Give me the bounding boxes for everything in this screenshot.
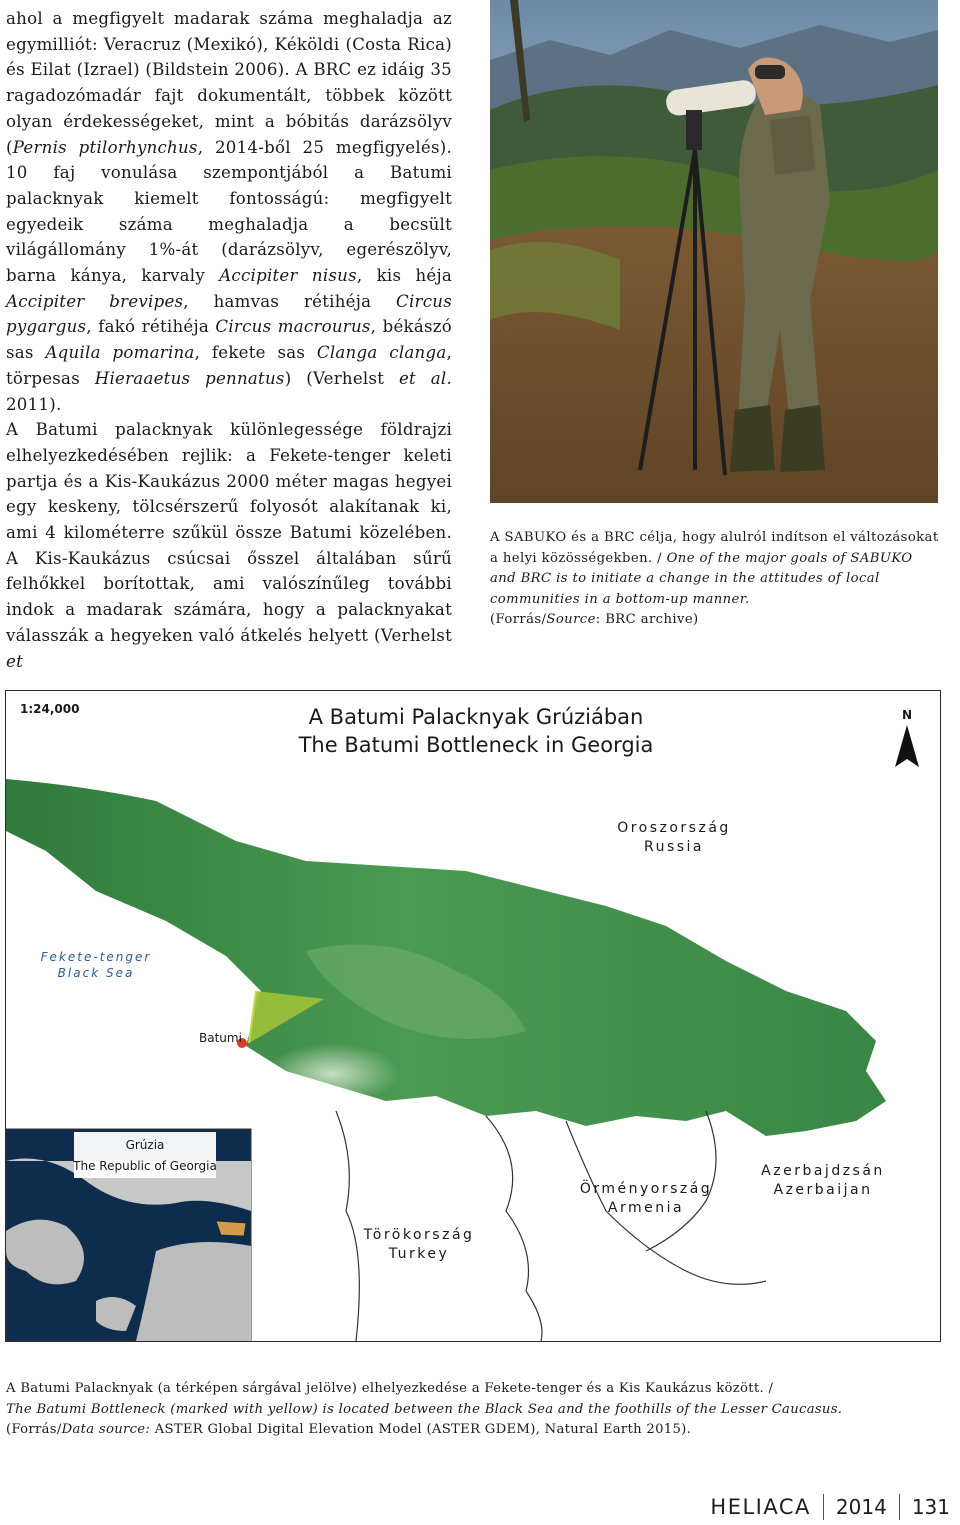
- text-run: , hamvas rétihéja: [183, 291, 397, 311]
- journal-name: HELIACA: [710, 1495, 811, 1519]
- footer-divider: [899, 1494, 900, 1520]
- azerbaijan-label-hungarian: Azerbajdzsán: [761, 1163, 885, 1179]
- map-caption-source-rest: ASTER Global Digital Elevation Model (ASTER GDEM), Natural Earth 2015).: [150, 1422, 692, 1437]
- text-run: ) (Verhelst: [284, 368, 399, 388]
- species-name: Clanga clanga: [316, 343, 447, 363]
- species-name: Circus pygargus: [6, 291, 452, 337]
- text-run: , 2014-ből 25 megfigyelés). 10 faj vonulása szempontjából a Batumi palacknyak kiemelt fontosságú: megfigyelt egyedeik száma meghaladja a becsült világállomány 1%-át (darázsölyv, egerészölyv, barna kánya, karvaly: [6, 137, 452, 286]
- paragraph-2: [6, 417, 452, 674]
- text-run: , törpesas: [6, 343, 452, 388]
- caption-english: One of the major goals of SABUKO and BRC is to initiate a change in the attitudes of local communities in a bottom-up manner.: [490, 550, 913, 607]
- north-label: N: [901, 708, 913, 722]
- citation-italic: et: [6, 651, 23, 671]
- footer-divider: [823, 1494, 824, 1520]
- caption-hungarian: A SABUKO és a BRC célja, hogy alulról indítson el változásokat a helyi közösségekben. /: [490, 530, 939, 566]
- text-run: , fakó rétihéja: [86, 317, 216, 337]
- species-name: Accipiter nisus: [219, 266, 357, 286]
- text-run: A BRC ez idáig 35 ragadozómadár fajt dokumentált, többek között olyan érdekességeket, mint a bóbitás darázsölyv (: [6, 60, 452, 157]
- map-caption-source-italic: Data source:: [61, 1422, 151, 1437]
- map-caption-hungarian: A Batumi Palacknyak (a térképen sárgával jelölve) elhelyezkedése a Fekete-tenger és a Kis Kaukázus között. /: [6, 1381, 774, 1396]
- turkey-label-english: Turkey: [388, 1246, 450, 1262]
- map-caption-source-prefix: (Forrás/: [6, 1422, 62, 1437]
- batumi-label: Batumi: [199, 1031, 242, 1045]
- photo-caption: [490, 528, 940, 631]
- page-footer: [710, 1494, 950, 1520]
- species-name: Hieraaetus pennatus: [94, 368, 285, 388]
- species-name: Circus macrourus: [215, 317, 371, 337]
- inset-map: [6, 1129, 251, 1341]
- armenia-label-hungarian: Örményország: [579, 1181, 713, 1197]
- inset-label-hungarian: Grúzia: [125, 1138, 165, 1152]
- sea-label-hungarian: Fekete-tenger: [40, 950, 152, 964]
- text-run: , békászó sas: [6, 317, 452, 363]
- caption-source-prefix: (Forrás/: [490, 612, 547, 627]
- map-title-english: The Batumi Bottleneck in Georgia: [298, 733, 654, 757]
- north-arrow-icon: [895, 725, 919, 767]
- text-run: 2011).: [6, 394, 62, 414]
- sea-label-english: Black Sea: [57, 966, 135, 980]
- inset-label-english: The Republic of Georgia: [73, 1159, 217, 1173]
- birdwatcher-photo: [490, 0, 938, 503]
- turkey-label-hungarian: Törökország: [363, 1227, 475, 1243]
- text-run: A Batumi palacknyak különlegessége földrajzi elhelyezkedésében rejlik: a Fekete-tenger keleti partja és a Kis-Kaukázus 2000 méter magas hegyei egy keskeny, tölcsérszerű folyosót alakítanak ki, ami 4 kilométerre szűkül össze Batumi közelében. A Kis-Kaukázus csúcsai ősszel általában sűrű felhőkkel borítottak, ami valószínűleg további indok a madarak számára, hogy a palacknyakat válasszák a hegyeken való átkelés helyett (Verhelst: [6, 420, 452, 645]
- map-figure: [5, 690, 941, 1342]
- caption-source-italic: Source: [546, 612, 596, 627]
- text-run: , fekete sas: [194, 343, 317, 363]
- paragraph-1: [6, 6, 452, 417]
- species-name: Pernis ptilorhynchus: [12, 137, 198, 157]
- armenia-label-english: Armenia: [607, 1200, 685, 1216]
- azerbaijan-label-english: Azerbaijan: [773, 1182, 873, 1198]
- russia-label-hungarian: Oroszország: [617, 820, 731, 836]
- species-name: Aquila pomarina: [45, 343, 195, 363]
- text-run: ahol a megfigyelt madarak száma meghaladja az egymilliót: Veracruz (Mexikó), Kéköldi (Costa Rica) és Eilat (Izrael) (Bildstein 2006).: [6, 9, 452, 80]
- citation-italic: et al.: [398, 368, 452, 388]
- caption-source-rest: : BRC archive): [595, 612, 699, 627]
- photo-illustration: [490, 0, 938, 503]
- russia-label-english: Russia: [643, 839, 705, 855]
- journal-year: 2014: [835, 1495, 887, 1519]
- map-canvas: [6, 691, 940, 1341]
- map-caption: [6, 1379, 946, 1441]
- page-number: 131: [911, 1495, 950, 1519]
- body-text-column: [6, 6, 452, 674]
- map-title-hungarian: A Batumi Palacknyak Grúziában: [308, 705, 644, 729]
- species-name: Accipiter brevipes: [6, 291, 184, 311]
- map-scale: 1:24,000: [20, 702, 80, 716]
- text-run: , kis héja: [356, 266, 453, 286]
- map-caption-english: The Batumi Bottleneck (marked with yellow) is located between the Black Sea and the foothills of the Lesser Caucasus.: [6, 1401, 843, 1417]
